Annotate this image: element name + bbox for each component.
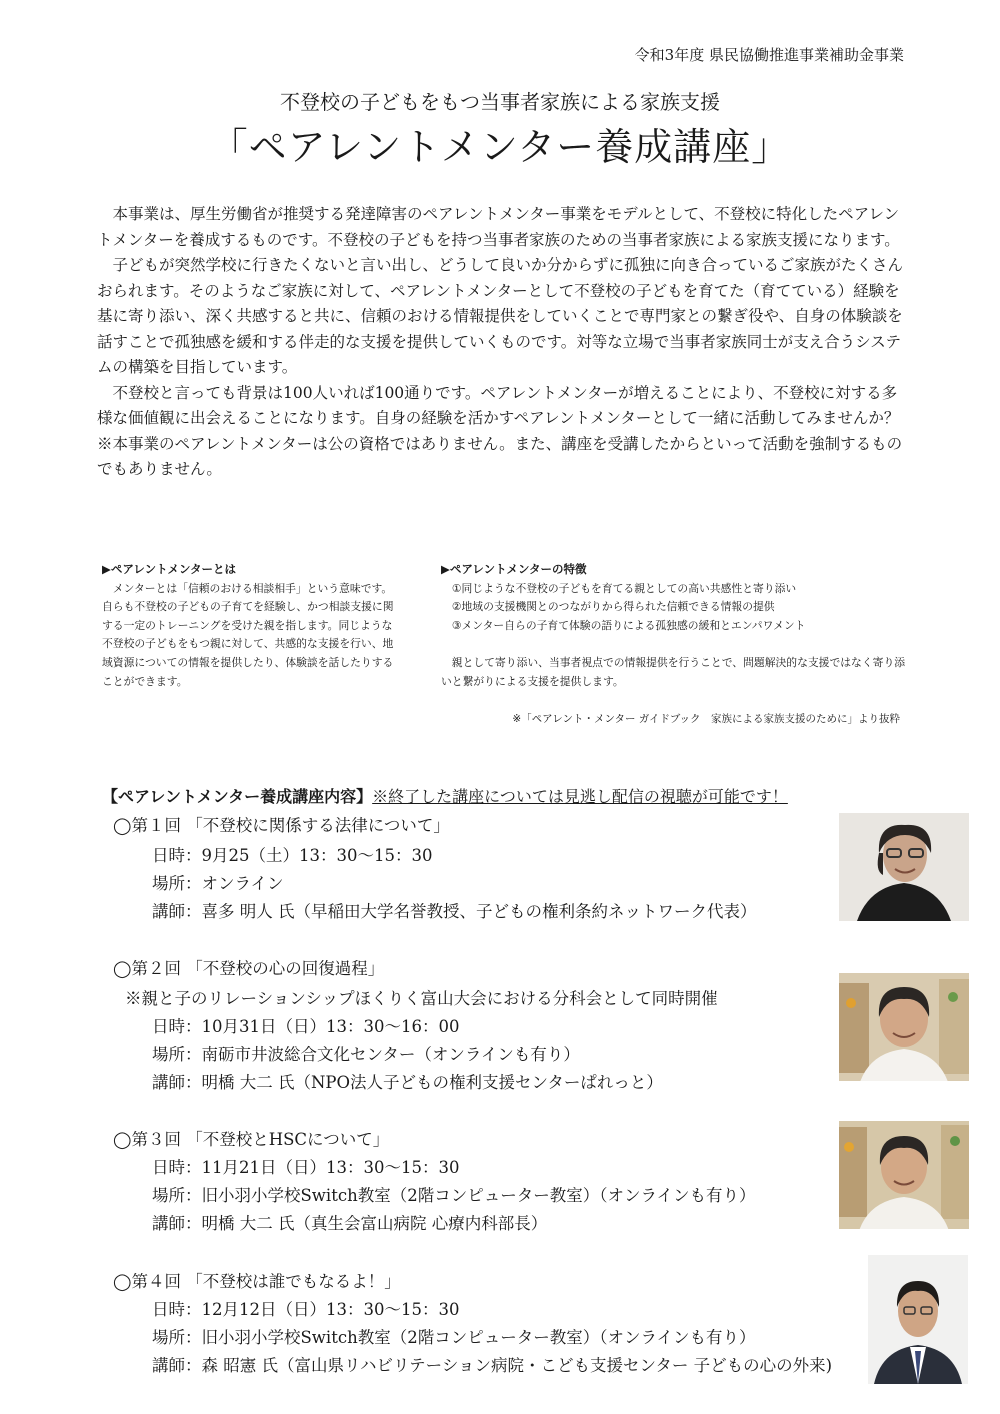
citation: ※「ペアレント・メンター ガイドブック 家族による家族支援のために」より抜粋 [512,713,900,725]
about-body: メンターとは「信頼のおける相談相手」という意味です。自らも不登校の子どもの子育てを経験し、かつ相談支援に関する一定のトレーニングを受けた親を指します。同じような不登校の子どもをもつ親に対して、共感的な支援を行い、地域資源についての情報を提供したり、体験談を話したりすることができます。 [102,581,394,688]
top-note: 令和3年度 県民協働推進事業補助金事業 [634,46,904,64]
session-date: 日時：12月12日（日）13：30〜15：30 [152,1300,460,1319]
session-lecturer: 講師：森 昭憲 氏（富山県リハビリテーション病院・こども支援センター 子どもの心の外来) [152,1356,833,1375]
features-heading: ▶ペアレントメンターの特徴 [441,562,587,576]
session-place: 場所：旧小羽小学校Switch教室（2階コンピューター教室）（オンラインも有り） [152,1328,756,1347]
subtitle: 不登校の子どもをもつ当事者家族による家族支援 [280,90,720,114]
session-date: 日時：11月21日（日）13：30〜15：30 [152,1158,460,1177]
session-place: 場所：南砺市井波総合文化センター（オンラインも有り） [152,1045,580,1064]
about-heading: ▶ペアレントメンターとは [102,562,237,576]
lecturer-photo-2 [839,973,969,1081]
lecturer-photo-3 [839,1121,969,1229]
session-date: 日時：10月31日（日）13：30〜16：00 [152,1017,460,1036]
session-title: ◯第４回 「不登校は誰でもなるよ！」 [113,1272,401,1291]
session-note: ※親と子のリレーションシップほくりく富山大会における分科会として同時開催 [125,989,718,1008]
portrait-image [868,1255,968,1384]
intro-paragraph: 不登校と言っても背景は100人いれば100通りです。ペアレントメンターが増えることにより、不登校に対する多様な価値観に出会えることになります。自身の経験を活かすペアレントメンターとして一緒に活動してみませんか？ [97,383,900,427]
session-title: ◯第２回 「不登校の心の回復過程」 [113,959,385,978]
lecturer-photo-4 [868,1255,968,1384]
session-title: ◯第３回 「不登校とHSCについて」 [113,1130,390,1149]
course-header [102,784,788,807]
portrait-image [839,973,969,1081]
feature-item: ②地域の支援機関とのつながりから得られた信頼できる情報の提供 [441,600,775,614]
portrait-image [839,1121,969,1229]
feature-item: ①同じような不登校の子どもを育てる親としての高い共感性と寄り添い [441,581,797,595]
session-title: ◯第１回 「不登校に関係する法律について」 [113,816,450,835]
about-section [102,560,402,691]
portrait-image [839,813,969,921]
intro-paragraph: 子どもが突然学校に行きたくないと言い出し、どうして良いか分からずに孤独に向き合っているご家族がたくさんおられます。そのようなご家族に対して、ペアレントメンターとして不登校の子どもを育てた（育てている）経験を基に寄り添い、深く共感すると共に、信頼のおける情報提供をしていくことで専門家との繋ぎ役や、自身の体験談を話すことで孤独感を緩和する伴走的な支援を提供していくものです。対等な立場で当事者家族同士が支え合うシステムの構築を目指しています。 [97,256,904,376]
course-note: ※終了した講座については見逃し配信の視聴が可能です！ [372,787,788,806]
session-lecturer: 講師：明橋 大二 氏（NPO法人子どもの権利支援センターぱれっと） [152,1073,663,1092]
session-place: 場所：オンライン [152,874,284,893]
page-title: 「ペアレントメンター養成講座」 [209,125,791,169]
intro-text [97,202,907,483]
lecturer-photo-1 [839,813,969,921]
features-summary: 親として寄り添い、当事者視点での情報提供を行うことで、問題解決的な支援ではなく寄り添いと繋がりによる支援を提供します。 [441,655,906,688]
course-heading: 【ペアレントメンター養成講座内容】 [102,787,373,806]
intro-paragraph: ※本事業のペアレントメンターは公の資格ではありません。また、講座を受講したからといって活動を強制するものでもありません。 [97,434,903,478]
feature-item: ③メンター自らの子育て体験の語りによる孤独感の緩和とエンパワメント [441,618,806,632]
session-lecturer: 講師：明橋 大二 氏（真生会富山病院 心療内科部長） [152,1214,548,1233]
features-section [441,560,906,691]
session-date: 日時：9月25（土）13：30〜15：30 [152,846,433,865]
intro-paragraph: 本事業は、厚生労働省が推奨する発達障害のペアレントメンター事業をモデルとして、不登校に特化したペアレントメンターを養成するものです。不登校の子どもを持つ当事者家族のための当事者家族による家族支援になります。 [97,205,900,249]
session-place: 場所：旧小羽小学校Switch教室（2階コンピューター教室）（オンラインも有り） [152,1186,756,1205]
session-lecturer: 講師：喜多 明人 氏（早稲田大学名誉教授、子どもの権利条約ネットワーク代表） [152,902,757,921]
